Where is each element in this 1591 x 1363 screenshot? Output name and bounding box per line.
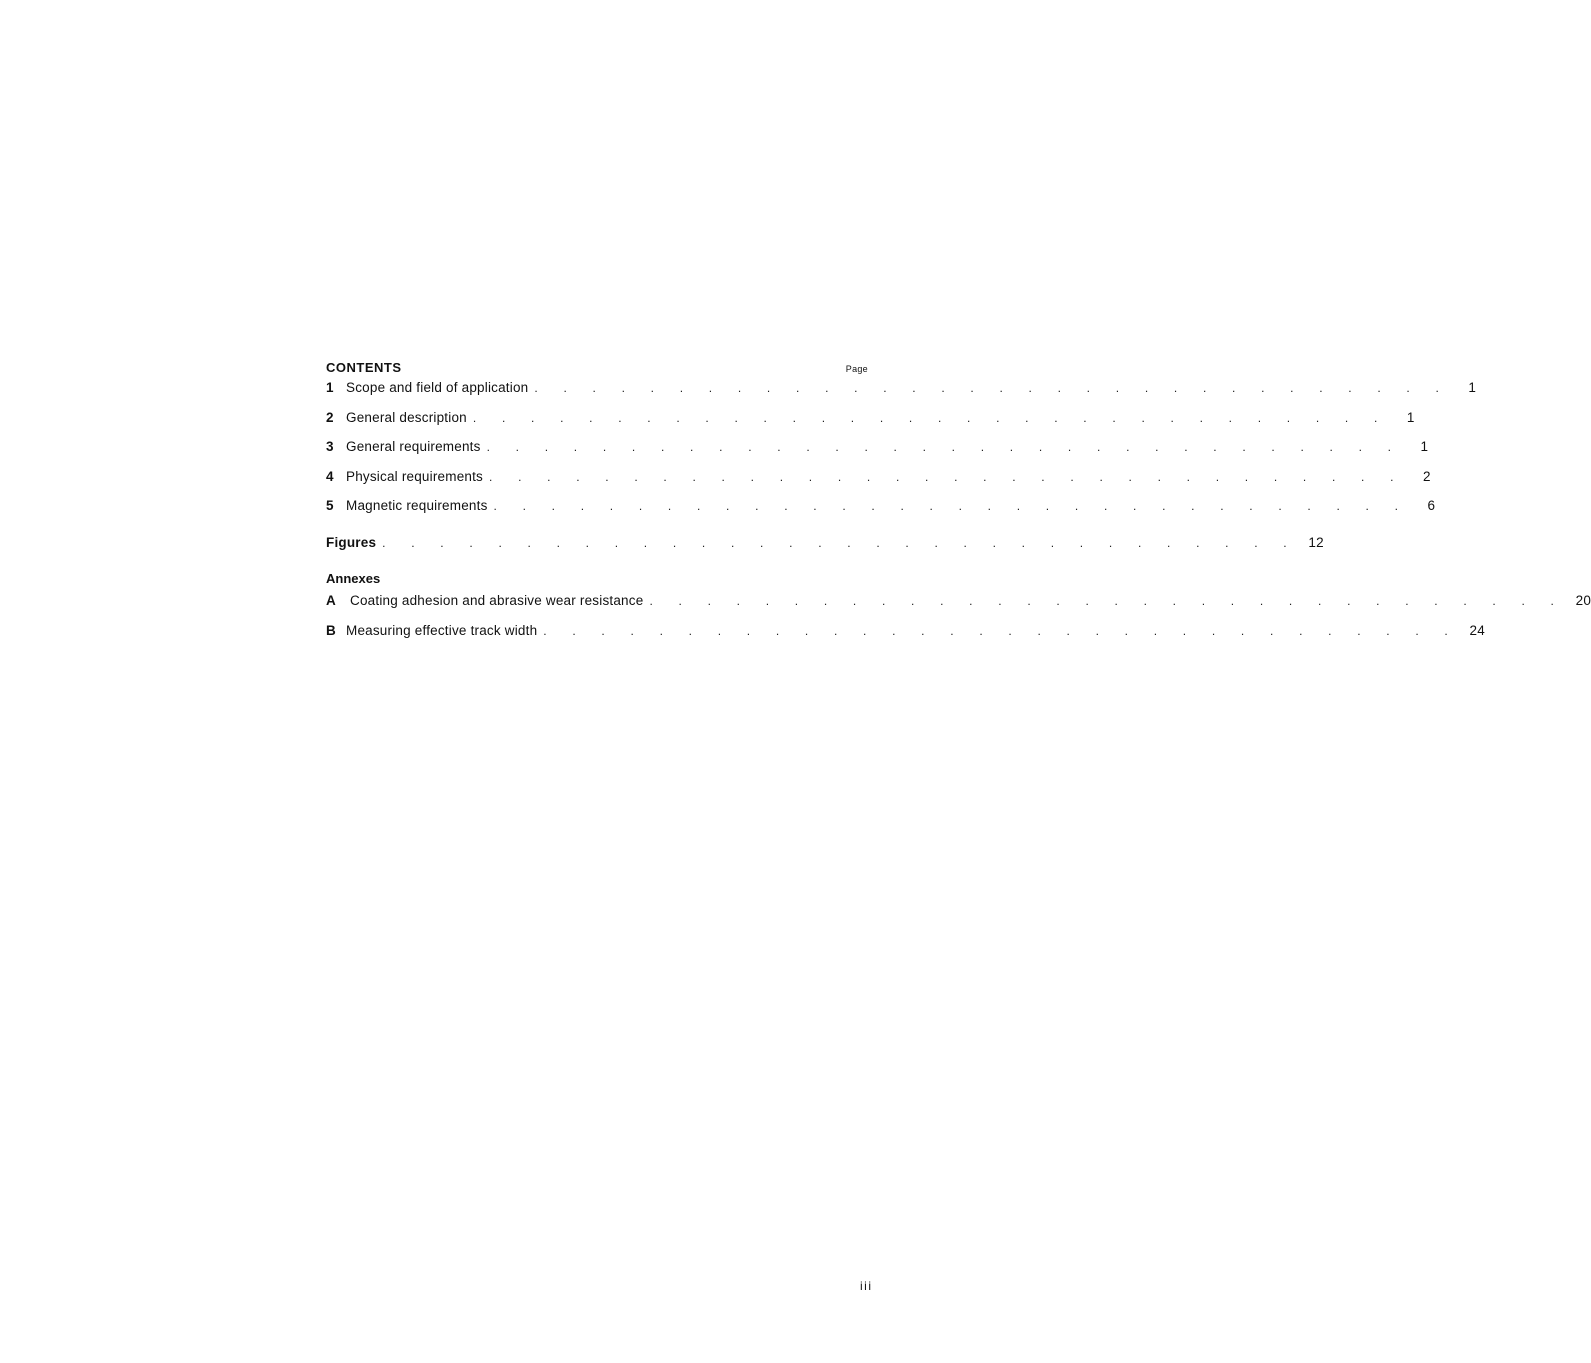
page-number: iii (860, 1279, 873, 1293)
entry-page: 24 (1469, 622, 1485, 638)
toc-entry-figures[interactable] (326, 534, 1324, 565)
entry-page: 1 (1468, 380, 1477, 395)
toc-entry-1[interactable] (326, 380, 1477, 410)
toc-entry-annex-b[interactable] (326, 622, 1485, 653)
dot-leader: . . . . . . . . . . . . . . . . . . . . . . . . . . . . . . . . (649, 594, 1566, 608)
entry-title: Magnetic requirements (346, 498, 488, 513)
entry-number: A (326, 593, 336, 608)
entry-title: General description (346, 409, 467, 425)
page-column-label: Page (845, 364, 868, 374)
toc-entry-5[interactable] (326, 498, 1436, 528)
entry-number: 4 (326, 468, 334, 484)
toc-entry-4[interactable] (326, 468, 1431, 499)
entry-number: 2 (326, 409, 334, 425)
entry-title: Physical requirements (346, 468, 484, 484)
annexes-heading: Annexes (326, 571, 381, 586)
entry-page: 20 (1575, 593, 1591, 608)
entry-number: 3 (326, 439, 334, 454)
toc-entry-2[interactable] (326, 409, 1415, 440)
dot-leader: . . . . . . . . . . . . . . . . . . . . . . . . . . . . . . . . (472, 410, 1389, 425)
entry-page: 2 (1422, 468, 1431, 484)
dot-leader: . . . . . . . . . . . . . . . . . . . . . . . . . . . . . . . . (534, 381, 1451, 395)
dot-leader: . . . . . . . . . . . . . . . . . . . . . . . . . . . . . . . . (486, 440, 1403, 454)
table-of-contents (326, 356, 1591, 652)
entry-number: 5 (326, 498, 334, 513)
entry-title: Scope and field of application (346, 380, 529, 395)
dot-leader: . . . . . . . . . . . . . . . . . . . . . . . . . . . . . . . . (543, 623, 1459, 638)
entry-number: B (326, 622, 336, 638)
entry-page: 1 (1406, 409, 1415, 425)
entry-title: General requirements (346, 439, 481, 454)
toc-entry-annex-a[interactable] (326, 593, 1591, 623)
toc-title: CONTENTS (326, 360, 402, 375)
toc-entry-3[interactable] (326, 439, 1429, 469)
dot-leader: . . . . . . . . . . . . . . . . . . . . . . . . . . . . . . . . (489, 469, 1405, 484)
entry-title: Figures (326, 534, 377, 550)
spacer (326, 528, 870, 535)
dot-leader: . . . . . . . . . . . . . . . . . . . . . . . . . . . . . . . . (493, 499, 1410, 513)
entry-title: Coating adhesion and abrasive wear resistance (350, 593, 644, 608)
dot-leader: . . . . . . . . . . . . . . . . . . . . . . . . . . . . . . . . (382, 535, 1298, 550)
entry-page: 1 (1420, 439, 1429, 454)
entry-page: 6 (1427, 498, 1436, 513)
entry-title: Measuring effective track width (346, 622, 538, 638)
entry-number: 1 (326, 380, 334, 395)
toc-header (326, 356, 870, 380)
entry-page: 12 (1308, 534, 1324, 550)
